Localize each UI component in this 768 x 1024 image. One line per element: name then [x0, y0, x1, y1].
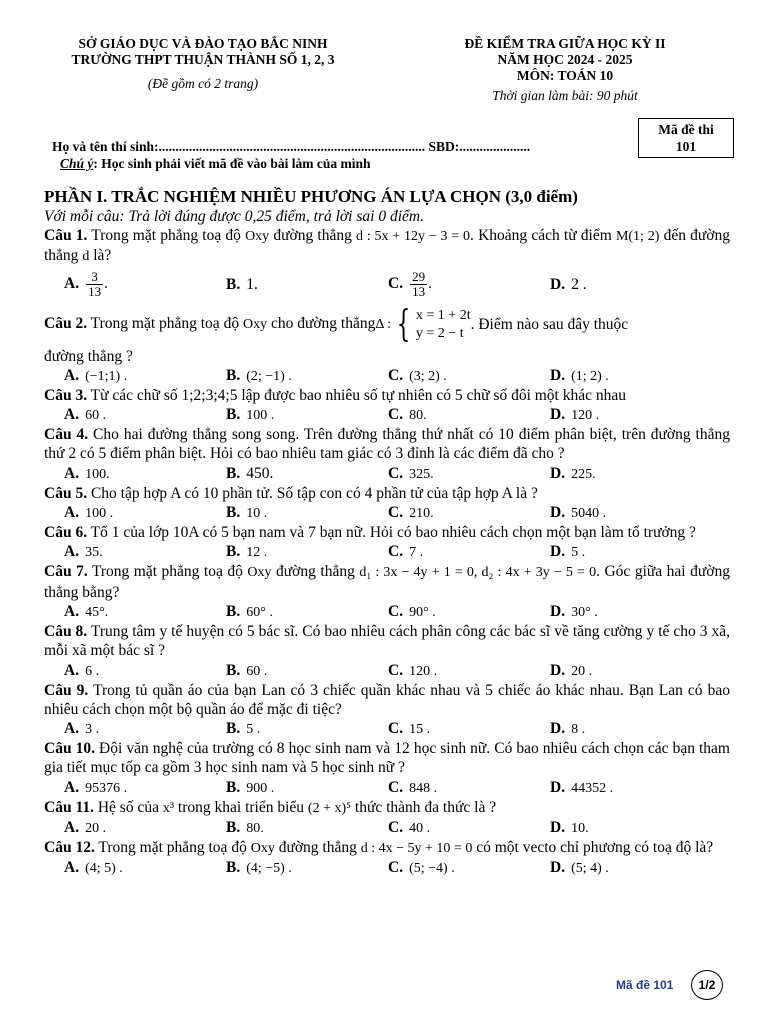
note-line — [60, 156, 371, 172]
option-d — [550, 818, 712, 838]
question-6-options — [44, 542, 730, 562]
option-value: 20 . — [571, 663, 593, 679]
note-prefix: Chú ý — [60, 156, 94, 171]
option-d — [550, 503, 712, 523]
question-text: . Điểm nào sau đây thuộc — [470, 315, 629, 333]
option-label: B. — [226, 504, 241, 522]
note-text: : Học sinh phải viết mã đề vào bài làm của mình — [93, 156, 371, 171]
question-text: thức thành đa thức là ? — [351, 798, 497, 816]
option-value: (3; 2) . — [409, 368, 447, 384]
option-label: B. — [226, 276, 241, 294]
department-name: SỞ GIÁO DỤC VÀ ĐÀO TẠO BẮC NINH — [78, 36, 328, 51]
question-10-options — [44, 778, 730, 798]
math-equation: d : 4x − 5y + 10 = 0 — [360, 841, 473, 857]
option-a — [64, 661, 226, 681]
option-value: 90° . — [409, 604, 436, 620]
option-label: D. — [550, 406, 566, 424]
option-value: 95376 . — [85, 780, 128, 796]
question-text: Trong tủ quần áo của bạn Lan có 3 chiếc quần khác nhau và 5 chiếc áo khác nhau. Bạn Lan có bao nhiêu cách chọn một bộ quần áo để mặc đi tiệc? — [44, 681, 730, 718]
option-a — [64, 542, 226, 562]
option-value: 35. — [85, 545, 103, 561]
question-text: Cho tập hợp A có 10 phần tử. Số tập con có 4 phần tử của tập hợp A là ? — [87, 484, 538, 502]
option-b — [226, 503, 388, 523]
option-value: 15 . — [409, 722, 431, 738]
candidate-info-line: Họ và tên thí sinh:............................................................................... SBD:..................... — [52, 139, 531, 154]
question-text: Trong mặt phẳng toạ độ — [94, 839, 251, 857]
fraction-denominator: 13 — [412, 284, 426, 300]
question-text: Trong mặt phẳng toạ độ — [87, 563, 248, 581]
question-4 — [44, 425, 730, 464]
question-label: Câu 5. — [44, 484, 88, 502]
question-text: Tổ 1 của lớp 10A có 5 bạn nam và 7 bạn nữ. Hỏi có bao nhiêu cách chọn một bạn làm tổ trưởng ? — [87, 524, 696, 542]
school-name: TRƯỜNG THPT THUẬN THÀNH SỐ 1, 2, 3 — [71, 52, 335, 67]
option-label: D. — [550, 504, 566, 522]
exam-code-label: Mã đề thi — [658, 122, 714, 137]
question-8-options — [44, 661, 730, 681]
option-label: D. — [550, 778, 566, 796]
option-value: 45°. — [85, 604, 109, 620]
question-label: Câu 10. — [44, 740, 95, 758]
option-c — [388, 661, 550, 681]
option-label: B. — [226, 859, 241, 877]
question-label: Câu 3. — [44, 386, 88, 404]
option-value: (5; −4) . — [409, 861, 455, 877]
option-label: A. — [64, 464, 80, 482]
option-value: 6 . — [85, 663, 100, 679]
math-equation: d : 5x + 12y − 3 = 0 — [356, 229, 471, 244]
question-9 — [44, 681, 730, 720]
option-value: 120 . — [571, 408, 600, 424]
question-7-options — [44, 602, 730, 622]
option-label: C. — [388, 778, 404, 796]
exam-title: ĐỀ KIỂM TRA GIỮA HỌC KỲ II — [464, 36, 666, 51]
option-d — [550, 719, 712, 739]
option-value: 10. — [571, 821, 589, 837]
question-text: đến đường thẳng — [44, 227, 730, 265]
option-value: 80. — [246, 821, 264, 837]
question-12 — [44, 838, 730, 858]
question-text: Đội văn nghệ của trường có 8 học sinh nam và 12 học sinh nữ. Có bao nhiêu cách chọn các bạn tham gia tiết mục tốp ca gồm 3 học sinh nam và 5 học sinh nữ ? — [44, 740, 730, 777]
option-b — [226, 778, 388, 798]
math-oxy: Oxy — [250, 841, 275, 857]
exam-code-value: 101 — [675, 139, 697, 154]
option-label: C. — [388, 504, 404, 522]
option-label: D. — [550, 720, 566, 738]
option-a — [64, 464, 226, 484]
option-value: (1; 2) . — [571, 368, 609, 384]
question-text: cho đường thẳng — [267, 315, 376, 333]
page-count-note: (Đề gồm có 2 trang) — [147, 76, 259, 91]
option-label: C. — [388, 819, 404, 837]
question-text: . Khoảng cách từ điểm — [470, 227, 616, 244]
option-label: B. — [226, 661, 241, 679]
question-text: . Góc giữa hai đường thẳng bằng? — [44, 563, 730, 601]
option-label: C. — [388, 464, 404, 482]
option-a — [64, 405, 226, 425]
option-d — [550, 275, 712, 294]
question-3 — [44, 386, 730, 405]
exam-content — [44, 187, 730, 878]
math-oxy: Oxy — [242, 317, 268, 333]
time-allowed: Thời gian làm bài: 90 phút — [492, 88, 638, 103]
option-d — [550, 778, 712, 798]
question-text: đường thẳng — [274, 839, 361, 857]
option-value: 5 . — [246, 722, 261, 738]
option-value: (4; 5) . — [85, 861, 123, 877]
option-label: C. — [388, 602, 404, 620]
school-year: NĂM HỌC 2024 - 2025 — [497, 52, 633, 67]
option-c — [388, 818, 550, 838]
option-label: A. — [64, 602, 80, 620]
option-value: 80. — [409, 408, 427, 424]
option-b — [226, 661, 388, 681]
question-2-continued: đường thẳng ? — [44, 347, 133, 365]
question-8 — [44, 622, 730, 661]
question-label: Câu 1. — [44, 227, 88, 244]
question-6 — [44, 523, 730, 542]
brace-icon: { — [396, 303, 411, 345]
system-line: x = 1 + 2t — [415, 307, 471, 323]
option-label: A. — [64, 720, 80, 738]
option-label: B. — [226, 819, 241, 837]
option-d — [550, 405, 712, 425]
question-4-options — [44, 464, 730, 484]
option-label: A. — [64, 859, 80, 877]
option-c — [388, 405, 550, 425]
option-value: 210. — [409, 506, 434, 522]
option-c — [388, 719, 550, 739]
option-label: B. — [226, 720, 241, 738]
fraction-numerator: 3 — [86, 270, 103, 285]
math-point: M(1; 2) — [615, 229, 660, 244]
option-b — [226, 858, 388, 878]
option-value: 5 . — [571, 545, 586, 561]
option-value: 60° . — [246, 604, 273, 620]
option-label: A. — [64, 275, 80, 293]
option-label: C. — [388, 543, 404, 561]
option-value: 450. — [246, 464, 274, 482]
option-label: B. — [226, 406, 241, 424]
option-c — [388, 503, 550, 523]
option-label: B. — [226, 543, 241, 561]
option-a — [64, 818, 226, 838]
option-value: 8 . — [571, 722, 586, 738]
option-value: 3 . — [85, 722, 100, 738]
option-a — [64, 858, 226, 878]
question-text: đường thẳng — [269, 227, 357, 244]
option-value: 848 . — [409, 780, 438, 796]
option-value: 100 . — [246, 408, 275, 424]
question-label: Câu 9. — [44, 681, 89, 699]
option-label: C. — [388, 661, 404, 679]
option-b — [226, 275, 388, 294]
option-c: C. $\frac{29}{13}$ . — [388, 269, 432, 300]
question-11-options — [44, 818, 730, 838]
option-label: D. — [550, 602, 566, 620]
option-label: A. — [64, 504, 80, 522]
page-number-badge: 1/2 — [691, 970, 723, 1000]
option-a — [64, 503, 226, 523]
option-d — [550, 661, 712, 681]
question-text: là? — [89, 247, 112, 265]
option-value: 40 . — [409, 821, 431, 837]
option-value: 100 . — [85, 506, 114, 522]
option-a — [64, 778, 226, 798]
option-label: A. — [64, 819, 80, 837]
math-term: x³ — [162, 800, 175, 816]
option-label: A. — [64, 543, 80, 561]
option-value: 900 . — [246, 780, 275, 796]
question-12-options — [44, 858, 730, 878]
question-2-options — [44, 366, 730, 386]
question-label: Câu 4. — [44, 426, 89, 444]
option-value: 2 . — [571, 276, 587, 294]
option-c — [388, 464, 550, 484]
question-11 — [44, 798, 730, 818]
question-text: Trong mặt phẳng toạ độ — [87, 315, 243, 333]
question-3-options — [44, 405, 730, 425]
option-value: 100. — [85, 466, 110, 482]
option-label: D. — [550, 366, 566, 384]
header-right — [400, 36, 730, 104]
option-label: A. — [64, 406, 80, 424]
question-text: có một vecto chỉ phương có toạ độ là? — [472, 839, 714, 857]
option-label: B. — [226, 464, 241, 482]
question-5 — [44, 484, 730, 503]
question-text: Hệ số của — [93, 798, 163, 816]
footer-exam-code: Mã đề 101 — [616, 978, 674, 992]
option-d — [550, 542, 712, 562]
option-label: D. — [550, 543, 566, 561]
option-value: 60 . — [246, 663, 268, 679]
question-5-options — [44, 503, 730, 523]
option-a — [64, 602, 226, 622]
option-label: A. — [64, 778, 80, 796]
option-label: D. — [550, 661, 566, 679]
question-text: Từ các chữ số 1;2;3;4;5 lập được bao nhiêu số tự nhiên có 5 chữ số đôi một khác nhau — [87, 386, 626, 404]
question-label: Câu 6. — [44, 524, 88, 542]
option-c — [388, 366, 550, 386]
option-value: 44352 . — [571, 780, 614, 796]
option-b — [226, 818, 388, 838]
header-left — [38, 36, 368, 92]
option-label: C. — [388, 720, 404, 738]
option-d — [550, 366, 712, 386]
parametric-system — [375, 303, 471, 345]
question-9-options — [44, 719, 730, 739]
option-value: (4; −5) . — [246, 861, 292, 877]
option-value: (5; 4) . — [571, 861, 609, 877]
option-value: 20 . — [85, 821, 107, 837]
option-label: B. — [226, 602, 241, 620]
option-b — [226, 542, 388, 562]
option-value: (−1;1) . — [85, 368, 128, 384]
option-label: D. — [550, 464, 566, 482]
section-title: PHẦN I. TRẮC NGHIỆM NHIỀU PHƯƠNG ÁN LỰA CHỌN (3,0 điểm) — [44, 187, 578, 206]
math-delta: Δ : — [375, 316, 391, 332]
question-2 — [44, 303, 730, 347]
option-label: C. — [388, 275, 404, 293]
option-a — [64, 366, 226, 386]
fraction — [410, 270, 427, 299]
question-text: Cho hai đường thẳng song song. Trên đường thẳng thứ nhất có 10 điểm phân biệt, trên đường thẳng thứ 2 có 5 điểm phân biệt. Hỏi có bao nhiêu tam giác có 3 đỉnh là các điểm đã cho ? — [44, 426, 730, 463]
question-text: trong khai triển biểu — [174, 798, 308, 816]
fraction-denominator: 13 — [88, 284, 102, 300]
option-b — [226, 366, 388, 386]
option-label: C. — [388, 366, 404, 384]
question-label: Câu 8. — [44, 622, 88, 640]
option-b — [226, 719, 388, 739]
option-value: 1. — [246, 276, 258, 294]
option-b — [226, 464, 388, 484]
math-oxy: Oxy — [247, 565, 272, 581]
option-value: 120 . — [409, 663, 438, 679]
option-d — [550, 858, 712, 878]
system-line: y = 2 − t — [415, 325, 464, 341]
option-label: D. — [550, 819, 566, 837]
option-c — [388, 542, 550, 562]
question-1-options — [44, 267, 730, 303]
option-value: 10 . — [246, 506, 268, 522]
option-value: 325. — [409, 466, 434, 482]
math-expression: (2 + x)⁵ — [307, 800, 352, 816]
option-c — [388, 778, 550, 798]
question-label: Câu 2. — [44, 315, 88, 333]
option-value: 12 . — [246, 545, 268, 561]
option-value: 60 . — [85, 408, 107, 424]
section-subtitle: Với mỗi câu: Trả lời đúng được 0,25 điểm, trả lời sai 0 điểm. — [44, 208, 424, 225]
question-1 — [44, 226, 730, 267]
option-label: C. — [388, 859, 404, 877]
option-label: B. — [226, 366, 241, 384]
option-a: A. $\frac{3}{13}$ . — [64, 269, 108, 300]
question-label: Câu 11. — [44, 798, 94, 816]
question-text: Trung tâm y tế huyện có 5 bác sĩ. Có bao nhiêu cách phân công các bác sĩ về tăng cường y tế cho 3 xã, mỗi xã một bác sĩ ? — [44, 622, 730, 660]
option-label: A. — [64, 366, 80, 384]
math-equation: d₁ : 3x − 4y + 1 = 0, d₂ : 4x + 3y − 5 = 0 — [359, 565, 597, 581]
subject: MÔN: TOÁN 10 — [516, 68, 614, 83]
fraction-numerator: 29 — [412, 269, 426, 285]
math-oxy: Oxy — [245, 229, 270, 244]
option-label: A. — [64, 661, 80, 679]
option-label: C. — [388, 406, 404, 424]
option-label: D. — [550, 859, 566, 877]
question-text: Trong mặt phẳng toạ độ — [87, 227, 246, 244]
question-label: Câu 7. — [44, 563, 88, 581]
option-d — [550, 602, 712, 622]
option-c — [388, 602, 550, 622]
option-a — [64, 719, 226, 739]
option-label: B. — [226, 778, 241, 796]
option-value: 7 . — [409, 545, 424, 561]
option-value: (2; −1) . — [246, 368, 292, 384]
question-10 — [44, 739, 730, 778]
option-label: D. — [550, 276, 566, 294]
option-c — [388, 858, 550, 878]
question-7 — [44, 562, 730, 602]
exam-code-box — [638, 118, 734, 158]
question-text: đường thẳng — [271, 563, 360, 581]
option-value: 225. — [571, 466, 596, 482]
option-b — [226, 602, 388, 622]
option-d — [550, 464, 712, 484]
question-label: Câu 12. — [44, 839, 95, 857]
option-value: 5040 . — [571, 506, 607, 522]
option-b — [226, 405, 388, 425]
fraction — [86, 270, 103, 299]
option-value: 30° . — [571, 604, 598, 620]
math-symbol: d — [82, 249, 90, 265]
